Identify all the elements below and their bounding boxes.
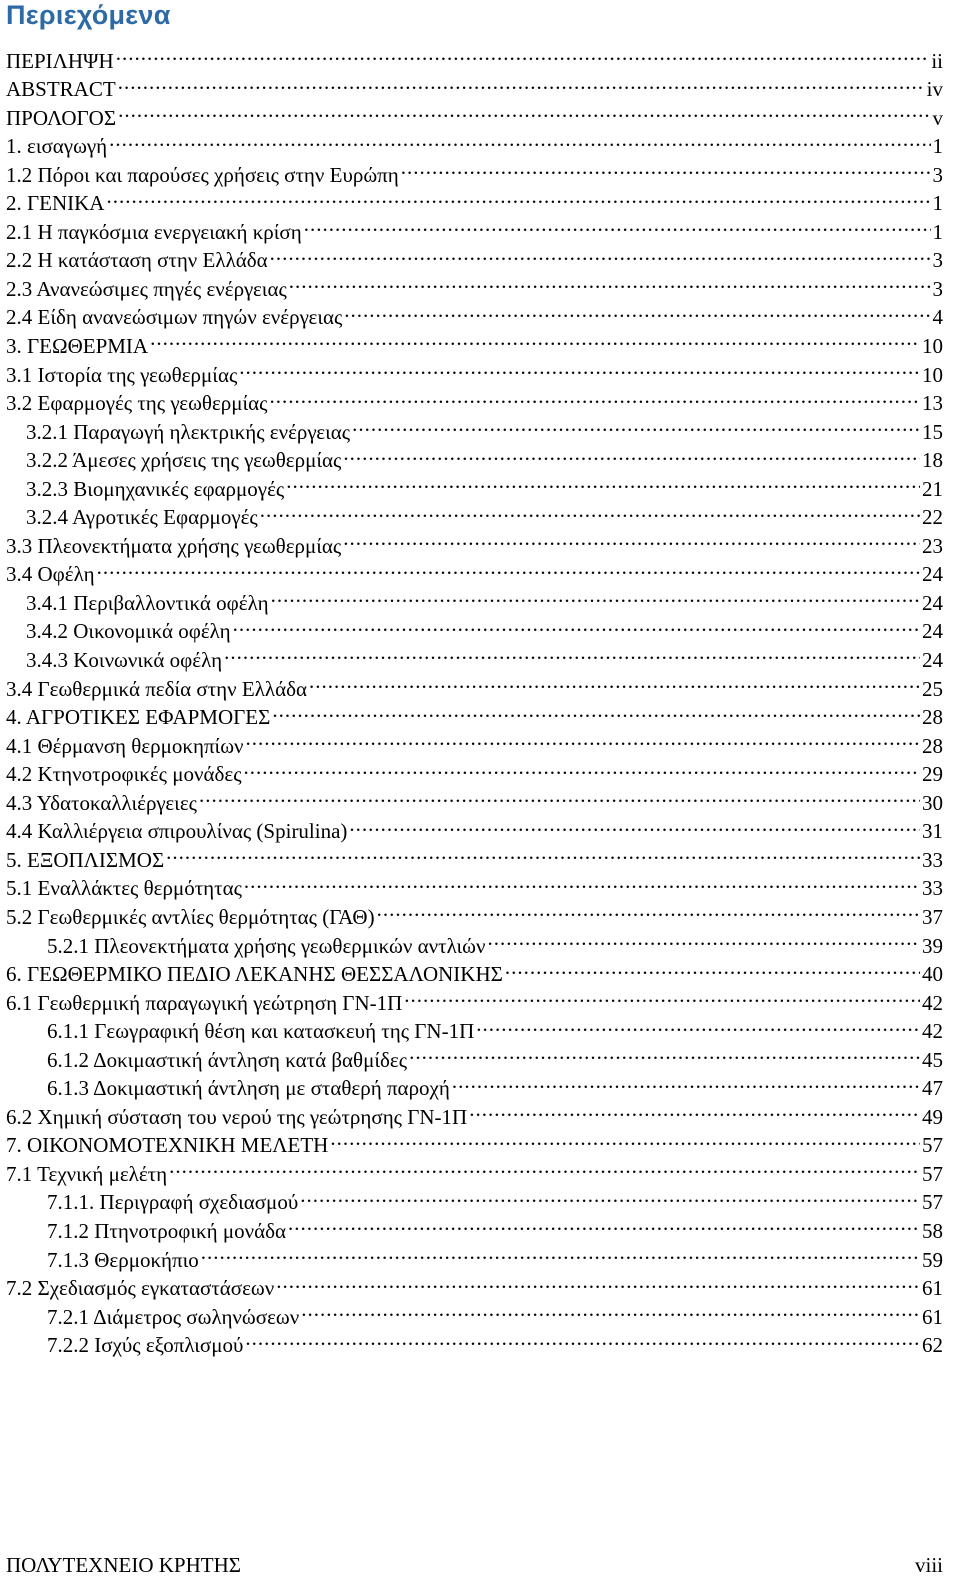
toc-entry-label: 7.1.1. Περιγραφή σχεδιασμού (47, 1190, 299, 1215)
toc-dot-leader (309, 667, 920, 696)
toc-entry-label: ΠΡΟΛΟΓΟΣ (6, 105, 117, 130)
toc-entry-page: 21 (922, 476, 943, 501)
toc-entry-page: 45 (922, 1047, 943, 1072)
toc-entry-label: 7.1 Τεχνική μελέτη (6, 1161, 168, 1186)
table-of-contents (6, 39, 943, 1358)
toc-entry-label: 6.2 Χημική σύσταση του νερού της γεώτρησης ΓΝ-1Π (6, 1104, 468, 1129)
toc-entry-label: 2.2 Η κατάσταση στην Ελλάδα (6, 248, 268, 273)
toc-dot-leader (245, 1324, 920, 1353)
toc-entry-page: 1 (932, 219, 943, 244)
toc-dot-leader (271, 581, 920, 610)
toc-dot-leader (352, 410, 920, 439)
toc-entry-page: 28 (922, 705, 943, 730)
toc-dot-leader (469, 1095, 920, 1124)
toc-entry-label: ABSTRACT (6, 77, 116, 102)
toc-entry-page: 10 (922, 334, 943, 359)
toc-dot-leader (106, 182, 930, 211)
toc-entry-label: 2.4 Είδη ανανεώσιμων πηγών ενέργειας (6, 305, 343, 330)
toc-dot-leader (452, 1067, 920, 1096)
toc-entry-label: 4.2 Κτηνοτροφικές μονάδες (6, 762, 242, 787)
toc-dot-leader (289, 267, 931, 296)
toc-dot-leader (401, 153, 931, 182)
toc-entry-label: 3.2.2 Άμεσες χρήσεις της γεωθερμίας (26, 448, 342, 473)
toc-entry[interactable] (6, 153, 943, 187)
toc-entry[interactable] (6, 39, 943, 73)
toc-dot-leader (150, 324, 920, 353)
toc-dot-leader (288, 1209, 920, 1238)
toc-dot-leader (118, 96, 930, 125)
toc-entry[interactable] (6, 182, 943, 216)
toc-entry-page: 39 (922, 933, 943, 958)
toc-dot-leader (270, 382, 921, 411)
toc-entry[interactable] (6, 68, 943, 102)
toc-entry-page: 15 (922, 419, 943, 444)
toc-entry-page: 24 (922, 619, 943, 644)
toc-dot-leader (301, 1295, 920, 1324)
toc-dot-leader (97, 553, 920, 582)
footer-institution: ΠΟΛΥΤΕΧΝΕΙΟ ΚΡΗΤΗΣ (6, 1553, 241, 1577)
toc-dot-leader (244, 867, 920, 896)
toc-entry-page: 1 (932, 134, 943, 159)
toc-dot-leader (343, 524, 920, 553)
toc-dot-leader (201, 1238, 920, 1267)
toc-dot-leader (118, 68, 925, 97)
toc-entry-label: 3.1 Ιστορία της γεωθερμίας (6, 362, 238, 387)
toc-entry[interactable] (6, 210, 943, 244)
page-title: Περιεχόμενα (6, 0, 171, 30)
toc-entry-label: 3.4.1 Περιβαλλοντικά οφέλη (26, 590, 269, 615)
toc-entry-label: 3.4 Γεωθερμικά πεδία στην Ελλάδα (6, 676, 307, 701)
toc-entry-page: 3 (932, 276, 943, 301)
toc-entry-page: 1 (932, 191, 943, 216)
toc-dot-leader (404, 981, 920, 1010)
toc-dot-leader (377, 895, 920, 924)
toc-entry-page: 33 (922, 876, 943, 901)
toc-dot-leader (166, 838, 920, 867)
toc-entry-label: 6. ΓΕΩΘΕΡΜΙΚΟ ΠΕΔΙΟ ΛΕΚΑΝΗΣ ΘΕΣΣΑΛΟΝΙΚΗΣ (6, 962, 503, 987)
toc-dot-leader (487, 924, 920, 953)
toc-entry-label: 5.2.1 Πλεονεκτήματα χρήσης γεωθερμικών αντλιών (47, 933, 486, 958)
toc-dot-leader (239, 353, 920, 382)
toc-entry-page: 47 (922, 1076, 943, 1101)
toc-entry-page: 57 (922, 1133, 943, 1158)
toc-entry-page: 29 (922, 762, 943, 787)
toc-entry-page: 40 (922, 962, 943, 987)
toc-entry-label: 4.4 Καλλιέργεια σπιρουλίνας (Spirulina) (6, 819, 348, 844)
toc-dot-leader (409, 1038, 920, 1067)
toc-entry-page: 37 (922, 904, 943, 929)
toc-entry[interactable] (6, 553, 943, 587)
toc-entry-page: 49 (922, 1104, 943, 1129)
toc-dot-leader (344, 296, 930, 325)
toc-dot-leader (116, 39, 930, 68)
toc-entry-page: 62 (922, 1333, 943, 1358)
toc-dot-leader (330, 1124, 920, 1153)
toc-entry-label: 3.3 Πλεονεκτήματα χρήσης γεωθερμίας (6, 533, 342, 558)
toc-entry-page: 13 (922, 391, 943, 416)
toc-entry-page: 61 (922, 1276, 943, 1301)
toc-entry-page: 31 (922, 819, 943, 844)
footer-page-number: viii (914, 1553, 943, 1577)
toc-entry-label: 4.1 Θέρμανση θερμοκηπίων (6, 733, 244, 758)
toc-entry-page: ii (931, 48, 943, 73)
toc-dot-leader (246, 724, 920, 753)
toc-entry[interactable] (6, 581, 943, 615)
toc-entry-page: 23 (922, 533, 943, 558)
toc-entry-page: v (932, 105, 943, 130)
toc-entry-page: 61 (922, 1304, 943, 1329)
toc-entry-page: 3 (932, 162, 943, 187)
toc-entry-label: 1.2 Πόροι και παρούσες χρήσεις στην Ευρώπη (6, 162, 399, 187)
toc-dot-leader (505, 953, 920, 982)
toc-dot-leader (349, 810, 920, 839)
toc-entry-label: ΠΕΡΙΛΗΨΗ (6, 48, 114, 73)
toc-entry-page: 4 (932, 305, 943, 330)
toc-entry-label: 7.1.2 Πτηνοτροφική μονάδα (47, 1218, 286, 1243)
toc-entry-page: 24 (922, 648, 943, 673)
toc-entry-page: 28 (922, 733, 943, 758)
toc-entry-label: 7. ΟΙΚΟΝΟΜΟΤΕΧΝΙΚΗ ΜΕΛΕΤΗ (6, 1133, 329, 1158)
toc-entry-label: 3.2.1 Παραγωγή ηλεκτρικής ενέργειας (26, 419, 351, 444)
toc-entry-label: 3. ΓΕΩΘΕΡΜΙΑ (6, 334, 149, 359)
toc-entry-label: 7.2 Σχεδιασμός εγκαταστάσεων (6, 1276, 275, 1301)
toc-dot-leader (286, 467, 920, 496)
toc-entry-label: 5.1 Εναλλάκτες θερμότητας (6, 876, 242, 901)
toc-entry-page: 24 (922, 562, 943, 587)
toc-entry-page: iv (926, 77, 943, 102)
toc-entry-page: 58 (922, 1218, 943, 1243)
toc-entry-page: 42 (922, 1019, 943, 1044)
toc-entry-label: 4.3 Υδατοκαλλιέργειες (6, 790, 197, 815)
page-footer (6, 1553, 943, 1578)
toc-dot-leader (304, 210, 931, 239)
toc-entry-page: 24 (922, 590, 943, 615)
toc-entry-label: 3.2.4 Αγροτικές Εφαρμογές (26, 505, 258, 530)
toc-entry-page: 57 (922, 1161, 943, 1186)
toc-entry-page: 33 (922, 847, 943, 872)
toc-entry-label: 3.4 Οφέλη (6, 562, 95, 587)
toc-dot-leader (169, 1152, 920, 1181)
toc-entry-page: 3 (932, 248, 943, 273)
toc-entry[interactable] (6, 125, 943, 159)
toc-entry-label: 2.3 Ανανεώσιμες πηγές ενέργειας (6, 276, 287, 301)
toc-dot-leader (272, 696, 920, 725)
toc-entry-label: 2.1 Η παγκόσμια ενεργειακή κρίση (6, 219, 302, 244)
toc-entry-label: 3.2 Εφαρμογές της γεωθερμίας (6, 391, 268, 416)
toc-entry-label: 5.2 Γεωθερμικές αντλίες θερμότητας (ΓΑΘ) (6, 904, 375, 929)
toc-dot-leader (343, 439, 920, 468)
toc-entry-page: 42 (922, 990, 943, 1015)
toc-dot-leader (224, 638, 920, 667)
toc-entry-label: 6.1.1 Γεωγραφική θέση και κατασκευή της ΓΝ-1Π (47, 1019, 475, 1044)
toc-dot-leader (476, 1010, 920, 1039)
toc-entry-label: 5. ΕΞΟΠΛΙΣΜΟΣ (6, 847, 165, 872)
toc-entry-label: 6.1.3 Δοκιμαστική άντληση με σταθερή παροχή (47, 1076, 450, 1101)
toc-entry-page: 30 (922, 790, 943, 815)
toc-entry-label: 3.4.2 Οικονομικά οφέλη (26, 619, 231, 644)
toc-entry-label: 7.1.3 Θερμοκήπιο (47, 1247, 199, 1272)
toc-entry-page: 25 (922, 676, 943, 701)
toc-entry-label: 2. ΓΕΝΙΚΑ (6, 191, 105, 216)
toc-entry-label: 4. ΑΓΡΟΤΙΚΕΣ ΕΦΑΡΜΟΓΕΣ (6, 705, 271, 730)
toc-dot-leader (109, 125, 930, 154)
toc-entry-label: 6.1 Γεωθερμική παραγωγική γεώτρηση ΓΝ-1Π (6, 990, 403, 1015)
toc-entry-page: 10 (922, 362, 943, 387)
toc-entry-page: 22 (922, 505, 943, 530)
toc-dot-leader (276, 1267, 920, 1296)
toc-entry-label: 1. εισαγωγή (6, 134, 108, 159)
toc-entry-label: 7.2.1 Διάμετρος σωληνώσεων (47, 1304, 300, 1329)
toc-entry-page: 18 (922, 448, 943, 473)
toc-entry[interactable] (6, 96, 943, 130)
toc-dot-leader (260, 496, 920, 525)
toc-dot-leader (270, 239, 931, 268)
toc-entry-page: 59 (922, 1247, 943, 1272)
toc-dot-leader (244, 753, 920, 782)
toc-entry-label: 3.2.3 Βιομηχανικές εφαρμογές (26, 476, 285, 501)
toc-entry-label: 3.4.3 Κοινωνικά οφέλη (26, 648, 223, 673)
toc-entry-label: 6.1.2 Δοκιμαστική άντληση κατά βαθμίδες (47, 1047, 408, 1072)
toc-dot-leader (233, 610, 920, 639)
toc-entry-page: 57 (922, 1190, 943, 1215)
toc-dot-leader (199, 781, 920, 810)
toc-dot-leader (300, 1181, 920, 1210)
toc-entry-label: 7.2.2 Ισχύς εξοπλισμού (47, 1333, 244, 1358)
